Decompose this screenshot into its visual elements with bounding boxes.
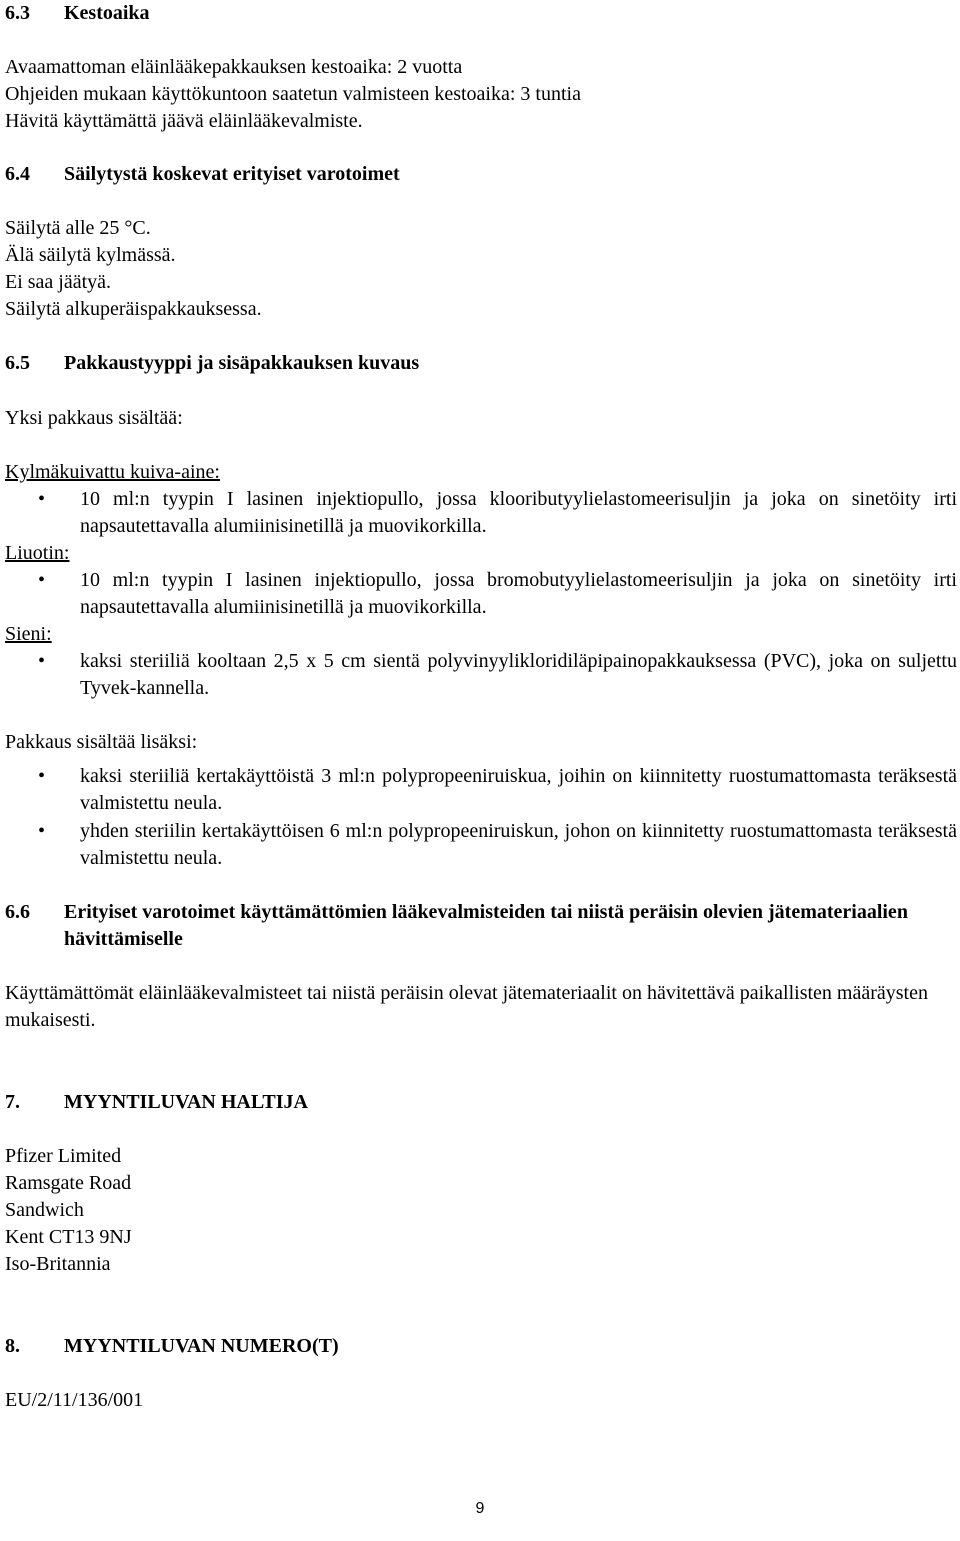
- storage-line: Älä säilytä kylmässä.: [5, 244, 176, 266]
- section-title: Erityiset varotoimet käyttämättömien lääkevalmisteiden tai niistä peräisin olevien jätemateriaalien hävittämiselle: [64, 901, 908, 950]
- package-intro: Yksi pakkaus sisältää:: [5, 407, 183, 429]
- shelf-life-line: Avaamattoman eläinlääkepakkauksen kestoaika: 2 vuotta: [5, 56, 463, 78]
- sponge-list: [5, 648, 957, 702]
- sponge-label: Sieni:: [5, 623, 52, 645]
- storage-block: [5, 215, 957, 323]
- section-title: MYYNTILUVAN HALTIJA: [64, 1091, 308, 1113]
- section-7-heading: [5, 1089, 957, 1116]
- list-item: • kaksi steriiliä kooltaan 2,5 x 5 cm sientä polyvinyylikloridiläpipainopakkauksessa (PVC), joka on suljettu Tyvek-kannella.: [5, 648, 957, 702]
- solvent-label: Liuotin:: [5, 542, 70, 564]
- section-6-3-heading: [5, 0, 957, 27]
- shelf-life-line: Hävitä käyttämättä jäävä eläinlääkevalmiste.: [5, 110, 363, 132]
- section-title: Kestoaika: [64, 2, 150, 24]
- address-line: Pfizer Limited: [5, 1145, 122, 1167]
- section-number: 6.4: [5, 163, 30, 185]
- shelf-life-block: [5, 54, 957, 135]
- extra-intro: Pakkaus sisältää lisäksi:: [5, 731, 198, 753]
- section-number: 6.5: [5, 352, 30, 374]
- section-6-4-heading: [5, 161, 957, 188]
- solvent-list: [5, 567, 957, 621]
- address-line: Iso-Britannia: [5, 1253, 111, 1275]
- section-number: 6.3: [5, 2, 30, 24]
- powder-list: [5, 486, 957, 540]
- address-line: Kent CT13 9NJ: [5, 1226, 132, 1248]
- extra-list: [5, 763, 957, 872]
- storage-line: Säilytä alkuperäispakkauksessa.: [5, 298, 262, 320]
- list-item: • kaksi steriiliä kertakäyttöistä 3 ml:n polypropeeniruiskua, joihin on kiinnitetty ruostumattomasta teräksestä valmistettu neula.: [5, 763, 957, 817]
- section-title: MYYNTILUVAN NUMERO(T): [64, 1335, 339, 1357]
- list-item: • 10 ml:n tyypin I lasinen injektiopullo, jossa klooributyylielastomeerisuljin ja joka on sinetöity irti napsautettavalla alumiinisinetillä ja muovikorkilla.: [5, 486, 957, 540]
- section-number: 8.: [5, 1335, 20, 1357]
- section-6-5-heading: [5, 350, 957, 377]
- section-title: Säilytystä koskevat erityiset varotoimet: [64, 163, 400, 185]
- list-item: • 10 ml:n tyypin I lasinen injektiopullo, jossa bromobutyylielastomeerisuljin ja joka on sinetöity irti napsautettavalla alumiinisinetillä ja muovikorkilla.: [5, 567, 957, 621]
- storage-line: Ei saa jäätyä.: [5, 271, 112, 293]
- section-title: Pakkaustyyppi ja sisäpakkauksen kuvaus: [64, 352, 420, 374]
- shelf-life-line: Ohjeiden mukaan käyttökuntoon saatetun valmisteen kestoaika: 3 tuntia: [5, 83, 581, 105]
- page-number: 9: [475, 1500, 485, 1517]
- section-6-6-heading: [5, 899, 957, 953]
- section-number: 7.: [5, 1091, 20, 1113]
- authorisation-number: EU/2/11/136/001: [5, 1389, 144, 1411]
- section-8-heading: [5, 1333, 957, 1360]
- section-number: 6.6: [5, 901, 30, 923]
- storage-line: Säilytä alle 25 °C.: [5, 217, 151, 239]
- list-item: • yhden steriilin kertakäyttöisen 6 ml:n polypropeeniruiskun, johon on kiinnitetty ruostumattomasta teräksestä valmistettu neula.: [5, 818, 957, 872]
- document-page: [5, 0, 957, 1414]
- address-line: Sandwich: [5, 1199, 84, 1221]
- address-line: Ramsgate Road: [5, 1172, 132, 1194]
- holder-address: [5, 1143, 957, 1278]
- disposal-text: Käyttämättömät eläinlääkevalmisteet tai niistä peräisin olevat jätemateriaalit on hävitettävä paikallisten määräysten mukaisesti.: [5, 982, 928, 1031]
- powder-label: Kylmäkuivattu kuiva-aine:: [5, 461, 220, 483]
